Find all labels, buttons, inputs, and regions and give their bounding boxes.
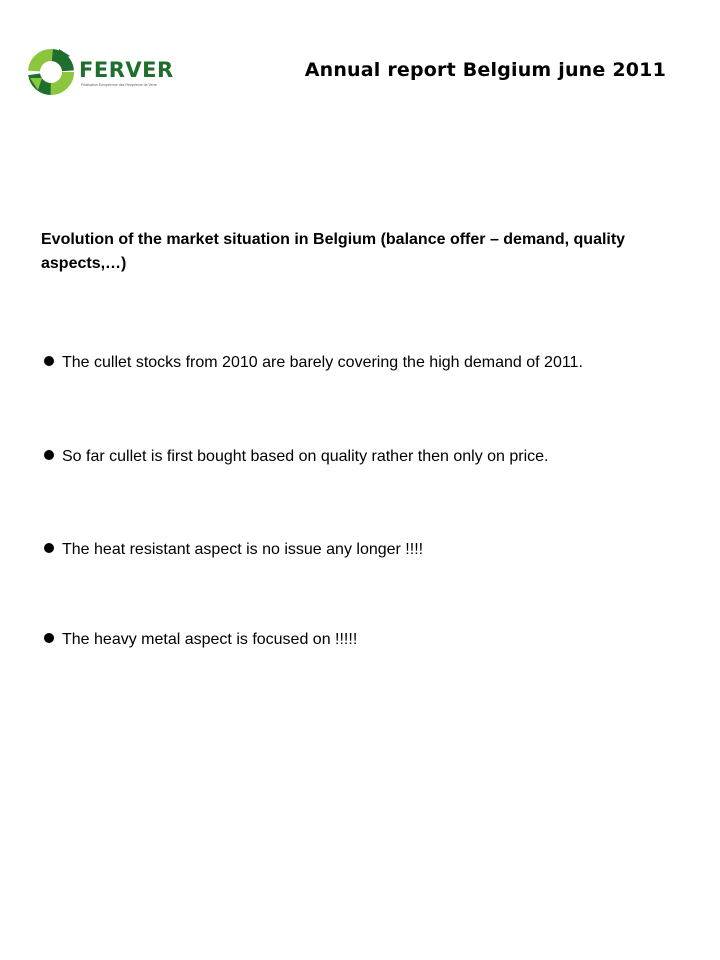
report-title: Annual report Belgium june 2011 — [304, 59, 666, 81]
bullet-text: So far cullet is first bought based on quality rather then only on price. — [62, 448, 549, 465]
bullet-item — [44, 629, 357, 651]
bullet-text: The cullet stocks from 2010 are barely covering the high demand of 2011. — [62, 354, 583, 371]
bullet-text: The heavy metal aspect is focused on !!!!! — [62, 631, 358, 648]
recycling-arrows-icon — [26, 47, 76, 97]
ferver-logo — [26, 47, 174, 99]
bullet-item — [44, 446, 549, 468]
bullet-item — [44, 539, 423, 561]
bullet-dot-icon — [44, 450, 54, 460]
logo-tagline: Fédération Européenne des Recycleurs de Verre — [81, 83, 157, 87]
bullet-dot-icon — [44, 356, 54, 366]
section-heading: Evolution of the market situation in Belgium (balance offer – demand, quality aspects,…) — [41, 231, 626, 272]
bullet-dot-icon — [44, 543, 54, 553]
bullet-dot-icon — [44, 633, 54, 643]
logo-wordmark: FERVER — [79, 58, 174, 82]
bullet-item — [44, 352, 583, 374]
bullet-text: The heat resistant aspect is no issue any longer !!!! — [62, 541, 424, 558]
